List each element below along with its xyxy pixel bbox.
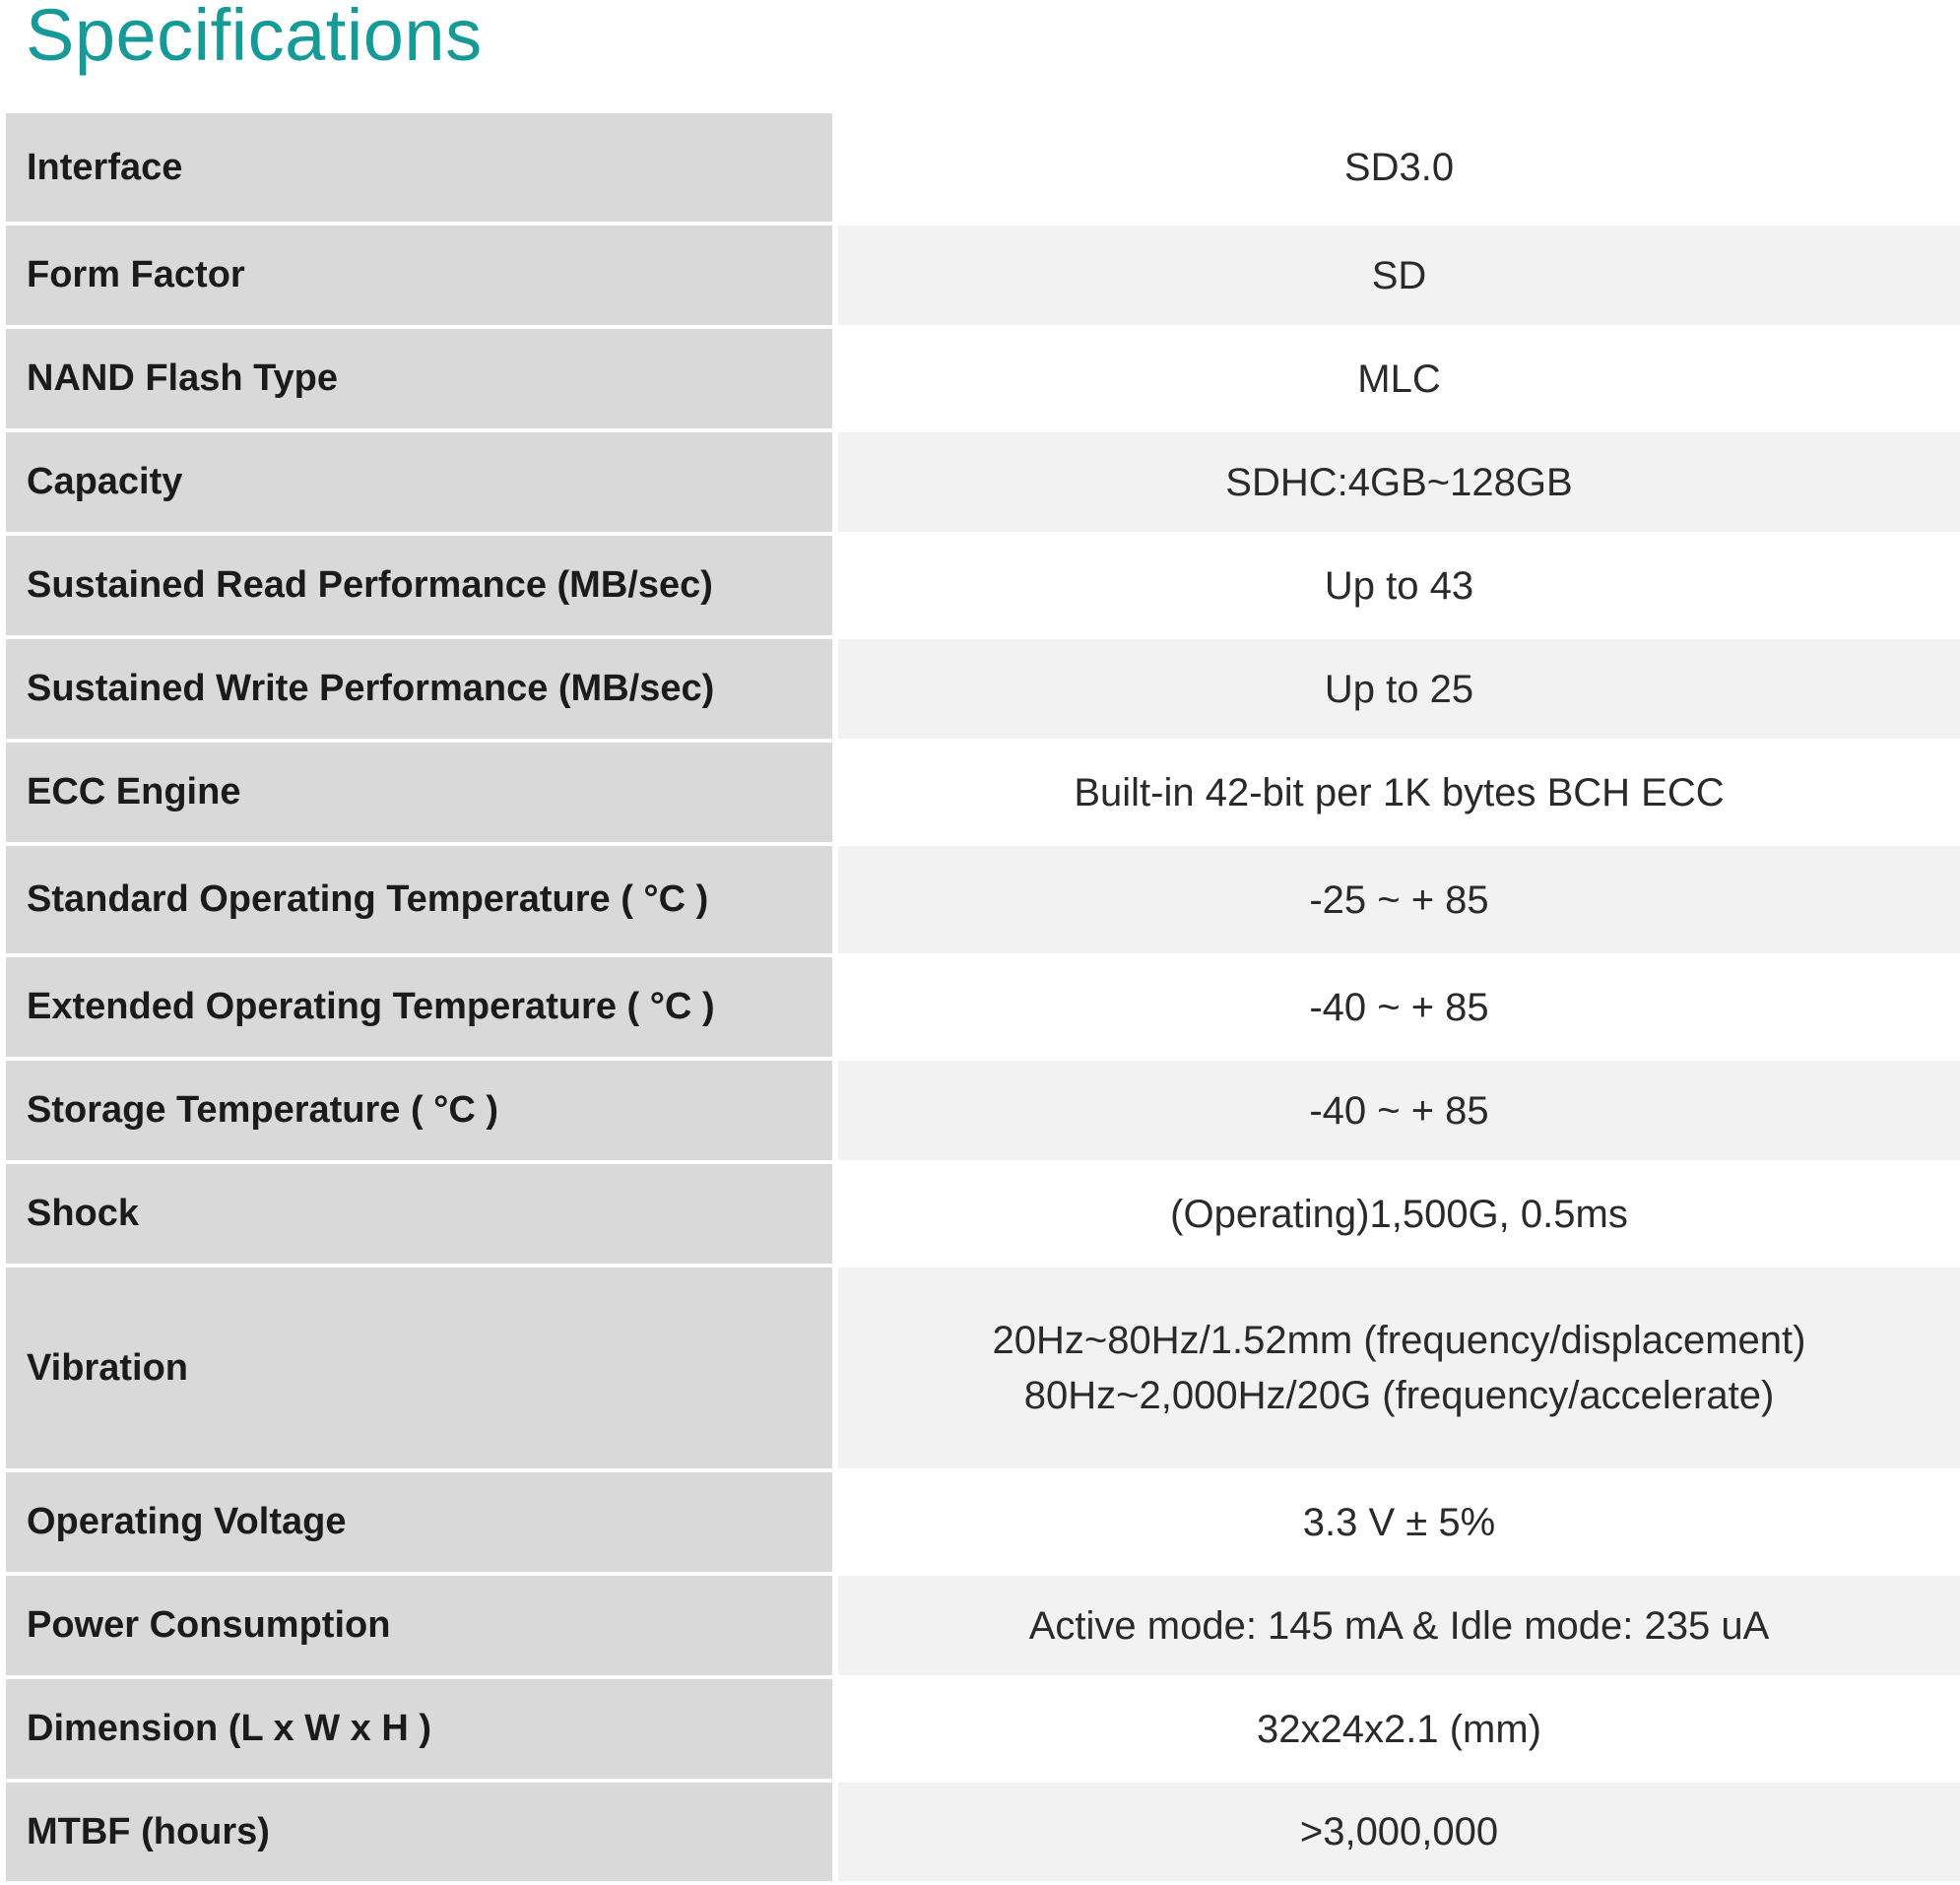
spec-label: Shock	[6, 1164, 838, 1268]
spec-table	[6, 113, 1960, 1885]
spec-value: Up to 43	[838, 536, 1960, 639]
spec-value: 32x24x2.1 (mm)	[838, 1679, 1960, 1783]
spec-value-lines	[993, 1313, 1806, 1423]
page-title: Specifications	[26, 0, 483, 76]
spec-value: -40 ~ + 85	[838, 957, 1960, 1061]
spec-label: Capacity	[6, 432, 838, 536]
spec-label: Interface	[6, 113, 838, 226]
spec-label: Standard Operating Temperature ( °C )	[6, 846, 838, 957]
spec-value: -25 ~ + 85	[838, 846, 1960, 957]
spec-value: -40 ~ + 85	[838, 1061, 1960, 1164]
spec-value: >3,000,000	[838, 1783, 1960, 1885]
spec-value: MLC	[838, 329, 1960, 432]
spec-label: Sustained Read Performance (MB/sec)	[6, 536, 838, 639]
spec-label: Dimension (L x W x H )	[6, 1679, 838, 1783]
spec-label: Storage Temperature ( °C )	[6, 1061, 838, 1164]
spec-label: Power Consumption	[6, 1576, 838, 1679]
spec-value: Active mode: 145 mA & Idle mode: 235 uA	[838, 1576, 1960, 1679]
spec-label: Vibration	[6, 1268, 838, 1472]
spec-value: (Operating)1,500G, 0.5ms	[838, 1164, 1960, 1268]
spec-value-line: 20Hz~80Hz/1.52mm (frequency/displacement)	[992, 1319, 1806, 1362]
spec-value: SDHC:4GB~128GB	[838, 432, 1960, 536]
spec-label: ECC Engine	[6, 743, 838, 846]
spec-label: MTBF (hours)	[6, 1783, 838, 1885]
spec-label: Sustained Write Performance (MB/sec)	[6, 639, 838, 743]
spec-value: SD3.0	[838, 113, 1960, 226]
spec-value	[838, 1268, 1960, 1472]
spec-label: Operating Voltage	[6, 1472, 838, 1576]
spec-label: Extended Operating Temperature ( °C )	[6, 957, 838, 1061]
spec-value: 3.3 V ± 5%	[838, 1472, 1960, 1576]
spec-label: Form Factor	[6, 226, 838, 329]
spec-label: NAND Flash Type	[6, 329, 838, 432]
spec-value-line: 80Hz~2,000Hz/20G (frequency/accelerate)	[1023, 1374, 1775, 1417]
spec-value: Up to 25	[838, 639, 1960, 743]
spec-value: SD	[838, 226, 1960, 329]
spec-value: Built-in 42-bit per 1K bytes BCH ECC	[838, 743, 1960, 846]
